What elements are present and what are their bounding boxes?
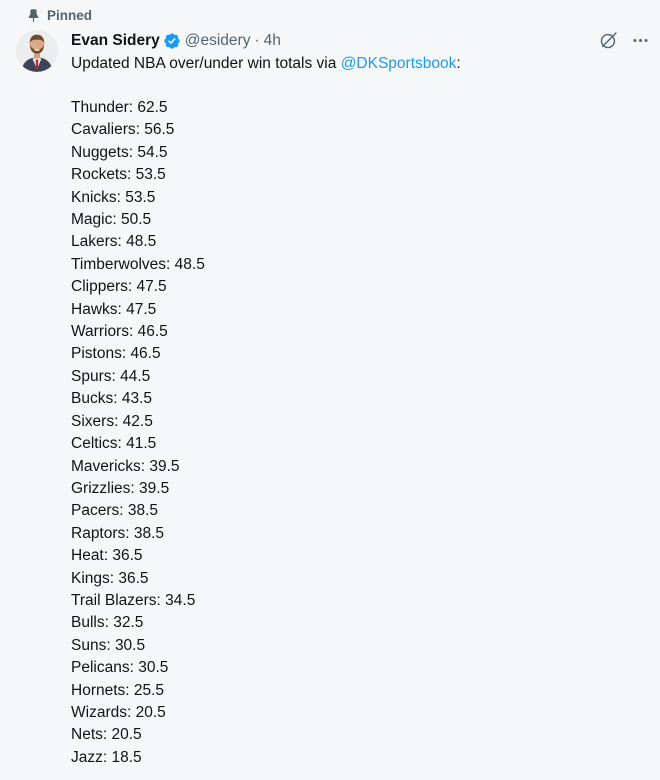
header-separator: ·	[254, 31, 260, 49]
team-line: Bulls: 32.5	[71, 614, 144, 632]
verified-badge-icon	[163, 32, 181, 50]
team-line: Pistons: 46.5	[71, 345, 161, 363]
team-line: Warriors: 46.5	[71, 323, 168, 341]
timestamp[interactable]: 4h	[263, 31, 281, 49]
team-line: Timberwolves: 48.5	[71, 255, 205, 273]
tweet-text	[71, 53, 652, 74]
team-line: Heat: 36.5	[71, 547, 143, 565]
team-line: Celtics: 41.5	[71, 435, 157, 453]
team-line: Jazz: 18.5	[71, 748, 142, 766]
avatar[interactable]	[16, 30, 58, 72]
more-menu-button[interactable]	[630, 31, 650, 51]
team-line: Mavericks: 39.5	[71, 457, 180, 475]
grok-icon	[599, 31, 618, 50]
team-line: Pacers: 38.5	[71, 502, 159, 520]
pin-icon	[26, 8, 41, 23]
grok-button[interactable]	[598, 31, 618, 51]
team-line: Sixers: 42.5	[71, 412, 153, 430]
team-line: Cavaliers: 56.5	[71, 121, 175, 139]
tweet-text-before: Updated NBA over/under win totals via	[71, 55, 341, 72]
team-line: Grizzlies: 39.5	[71, 479, 170, 497]
team-line: Knicks: 53.5	[71, 188, 156, 206]
author-handle[interactable]: @esidery	[184, 31, 251, 49]
avatar-portrait-image	[16, 30, 58, 72]
team-line: Raptors: 38.5	[71, 524, 165, 542]
team-line: Thunder: 62.5	[71, 99, 168, 116]
team-line: Bucks: 43.5	[71, 390, 152, 408]
more-menu-icon	[631, 31, 650, 50]
author-name[interactable]: Evan Sidery	[71, 31, 160, 49]
team-line: Trail Blazers: 34.5	[71, 591, 196, 609]
tweet-header	[71, 30, 652, 51]
pinned-indicator	[16, 6, 652, 25]
team-line: Lakers: 48.5	[71, 233, 157, 251]
team-line: Suns: 30.5	[71, 636, 146, 654]
team-line: Clippers: 47.5	[71, 278, 167, 296]
team-line: Hornets: 25.5	[71, 681, 165, 699]
team-line: Spurs: 44.5	[71, 367, 151, 385]
team-line: Nuggets: 54.5	[71, 143, 168, 161]
team-line: Magic: 50.5	[71, 211, 152, 229]
team-line: Pelicans: 30.5	[71, 659, 169, 677]
mention-link[interactable]: @DKSportsbook	[340, 55, 457, 72]
team-line: Nets: 20.5	[71, 726, 142, 744]
tweet-text-after: :	[456, 55, 461, 72]
team-line: Rockets: 53.5	[71, 166, 166, 184]
pinned-label: Pinned	[47, 8, 93, 23]
team-line: Kings: 36.5	[71, 569, 149, 587]
team-line: Wizards: 20.5	[71, 703, 166, 721]
team-line: Hawks: 47.5	[71, 300, 157, 318]
team-totals-list	[71, 97, 652, 769]
